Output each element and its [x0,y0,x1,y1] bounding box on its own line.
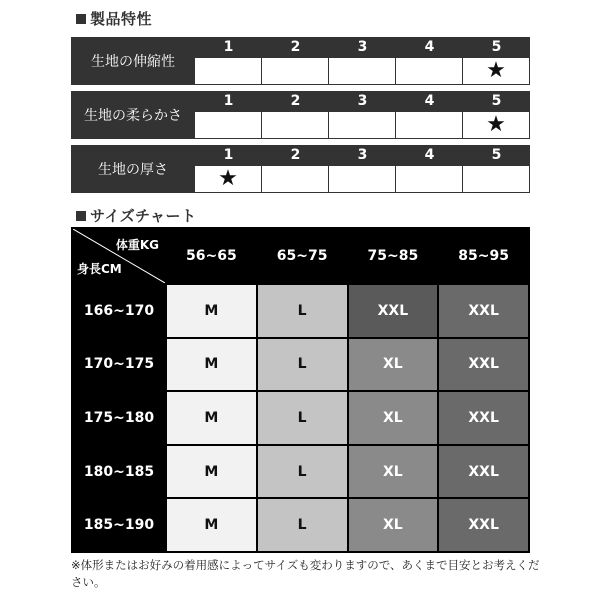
rating-scale-number: 2 [290,39,301,55]
size-cell: M [167,499,256,551]
size-cell: L [258,392,347,444]
weight-range-header: 65~75 [258,229,347,283]
size-cell: M [167,339,256,391]
rating-scale-number: 4 [424,39,435,55]
size-cell: XXL [439,499,528,551]
size-cell: L [258,339,347,391]
rating-cell [396,166,462,192]
rating-scale-number: 4 [424,147,435,163]
rating-cell [262,166,328,192]
rating-cell [329,166,395,192]
size-chart [71,227,530,553]
rating-cell [262,58,328,84]
size-cell: M [167,392,256,444]
size-cell: XXL [439,339,528,391]
rating-scale-number: 5 [491,147,502,163]
size-cell: L [258,446,347,498]
rating-cell [195,58,261,84]
size-cell: XL [349,339,438,391]
rating-label: 生地の伸縮性 [91,54,175,70]
rating-scale-number: 1 [223,147,234,163]
rating-cell [463,166,529,192]
rating-cell [329,112,395,138]
star-icon: ★ [486,58,506,83]
height-axis-label: 身長CM [77,262,122,276]
size-chart-corner [73,229,165,283]
height-range-header: 180~185 [73,446,165,498]
rating-cell [262,112,328,138]
sizing-note: ※体形またはお好みの着用感によってサイズも変わりますので、あくまで目安とお考えください。 [71,558,540,589]
rating-cell [396,112,462,138]
size-cell: XXL [439,392,528,444]
rating-scale-number: 2 [290,147,301,163]
square-bullet-icon [76,211,86,221]
size-section-title: サイズチャート [76,205,197,226]
star-icon: ★ [218,166,238,191]
weight-range-header: 85~95 [439,229,528,283]
rating-cell [195,166,261,192]
size-cell: M [167,446,256,498]
size-cell: M [167,285,256,337]
rating-scale-number: 1 [223,39,234,55]
weight-range-header: 56~65 [167,229,256,283]
height-range-header: 166~170 [73,285,165,337]
rating-cell [329,58,395,84]
size-cell: XXL [439,285,528,337]
square-bullet-icon [76,14,86,24]
size-cell: XL [349,392,438,444]
rating-cell [396,58,462,84]
rating-grid [71,145,530,193]
rating-grid [71,91,530,139]
weight-axis-label: 体重KG [115,238,159,252]
rating-label: 生地の柔らかさ [84,108,182,124]
product-section-title: 製品特性 [76,8,152,29]
rating-scale-number: 5 [491,93,502,109]
rating-scale-number: 4 [424,93,435,109]
height-range-header: 185~190 [73,499,165,551]
height-range-header: 175~180 [73,392,165,444]
rating-scale-number: 3 [357,147,368,163]
rating-scale-number: 3 [357,93,368,109]
star-icon: ★ [486,112,506,137]
rating-cell [463,58,529,84]
rating-cell [463,112,529,138]
size-cell: L [258,499,347,551]
rating-scale-number: 2 [290,93,301,109]
rating-scale-number: 5 [491,39,502,55]
size-cell: XXL [439,446,528,498]
rating-grid [71,37,530,85]
weight-range-header: 75~85 [349,229,438,283]
size-cell: XL [349,446,438,498]
rating-scale-number: 3 [357,39,368,55]
height-range-header: 170~175 [73,339,165,391]
size-cell: XXL [349,285,438,337]
rating-scale-number: 1 [223,93,234,109]
size-cell: XL [349,499,438,551]
rating-label: 生地の厚さ [98,162,168,178]
size-cell: L [258,285,347,337]
rating-cell [195,112,261,138]
